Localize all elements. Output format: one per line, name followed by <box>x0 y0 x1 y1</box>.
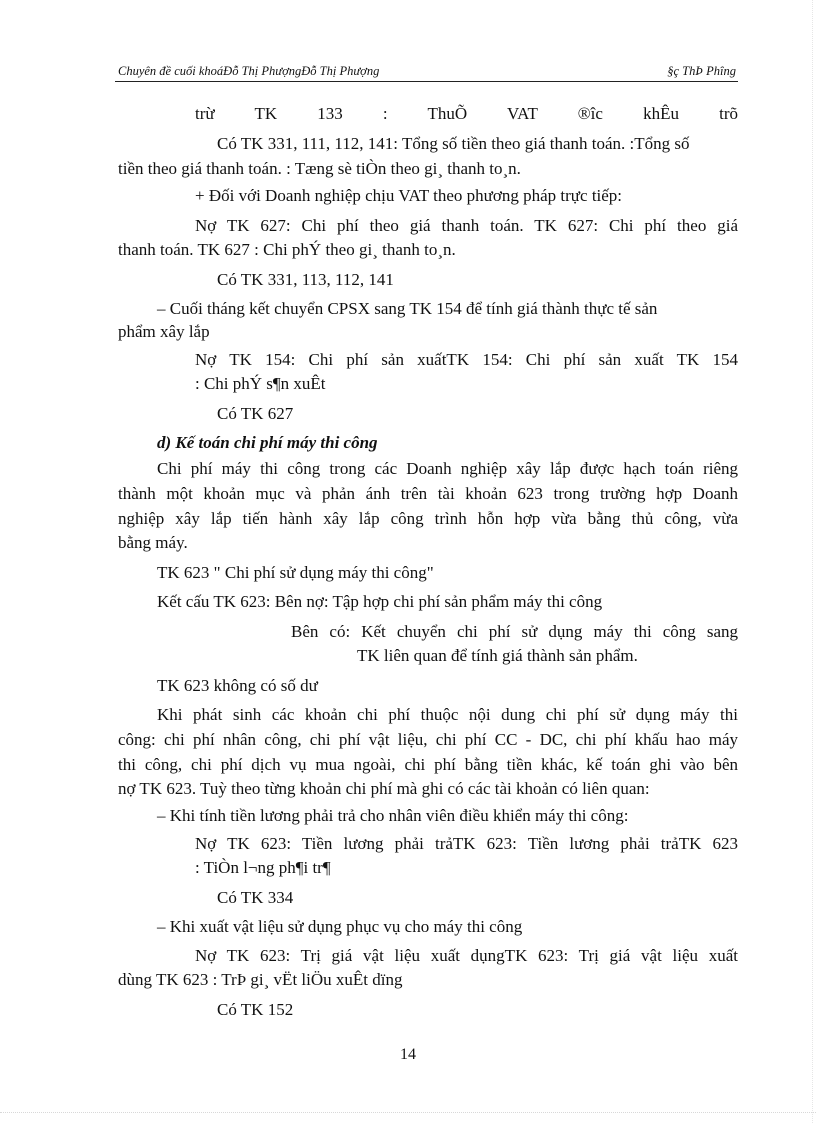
text-line: : Chi phÝ s¶n xuÊt <box>195 374 326 393</box>
text-line: TK 623 " Chi phí sử dụng máy thi công" <box>157 563 434 582</box>
text-line: Nợ TK 623: Tiền lương phải trảTK 623: Tiền lương phải trảTK 623 <box>195 834 738 853</box>
header-divider <box>115 81 738 82</box>
text-line: bằng máy. <box>118 533 188 552</box>
page-right-edge <box>812 0 813 1123</box>
text-line: tiền theo giá thanh toán. : Tæng sè tiÒn theo gi¸ thanh to¸n. <box>118 159 521 178</box>
text-line: TK 623 không có số dư <box>157 676 318 695</box>
text-line: + Đối với Doanh nghiệp chịu VAT theo phương pháp trực tiếp: <box>195 186 623 205</box>
text-line: Có TK 152 <box>217 1000 294 1019</box>
text-line: phẩm xây lắp <box>118 322 210 341</box>
text-line: công: chi phí nhân công, chi phí vật liệu, chi phí CC - DC, chi phí khấu hao máy <box>118 730 738 749</box>
text-line: – Khi tính tiền lương phải trả cho nhân viên điều khiển máy thi công: <box>157 806 629 825</box>
page-number: 14 <box>400 1046 416 1063</box>
text-line: Có TK 627 <box>217 404 294 423</box>
text-line: – Khi xuất vật liệu sử dụng phục vụ cho máy thi công <box>157 917 523 936</box>
text-line: nghiệp xây lắp tiến hành xây lắp công trình hỗn hợp vừa bằng thủ công, vừa <box>118 509 738 528</box>
text-line: – Cuối tháng kết chuyển CPSX sang TK 154 để tính giá thành thực tế sản <box>157 299 658 318</box>
section-heading: d) Kế toán chi phí máy thi công <box>157 433 378 452</box>
header-left-title: Chuyên đề cuối khoáĐỗ Thị PhượngĐỗ Thị Phượng <box>118 64 380 78</box>
text-line: Có TK 331, 111, 112, 141: Tổng số tiền theo giá thanh toán. :Tổng số <box>217 134 690 153</box>
text-line: thi công, chi phí dịch vụ mua ngoài, chi phí bằng tiền khác, kế toán ghi vào bên <box>118 755 738 774</box>
text-line: : TiÒn l¬ng ph¶i tr¶ <box>195 858 331 877</box>
text-line: nợ TK 623. Tuỳ theo từng khoản chi phí mà ghi có các tài khoản có liên quan: <box>118 779 650 798</box>
text-line: Có TK 331, 113, 112, 141 <box>217 270 394 289</box>
page-bottom-edge <box>0 1112 816 1113</box>
text-line: Kết cấu TK 623: Bên nợ: Tập hợp chi phí sản phẩm máy thi công <box>157 592 603 611</box>
text-line: Nợ TK 627: Chi phí theo giá thanh toán. TK 627: Chi phí theo giá <box>195 216 738 235</box>
text-line: TK liên quan để tính giá thành sản phẩm. <box>357 646 638 665</box>
text-line: Nợ TK 623: Trị giá vật liệu xuất dụngTK 623: Trị giá vật liệu xuất <box>195 946 738 965</box>
text-line: thanh toán. TK 627 : Chi phÝ theo gi¸ thanh to¸n. <box>118 240 456 259</box>
text-line: Chi phí máy thi công trong các Doanh nghiệp xây lắp được hạch toán riêng <box>157 459 738 478</box>
text-line: Nợ TK 154: Chi phí sản xuấtTK 154: Chi phí sản xuất TK 154 <box>195 350 738 369</box>
text-line: dùng TK 623 : TrÞ gi¸ vËt liÖu xuÊt dïng <box>118 970 403 989</box>
text-line: Bên có: Kết chuyển chi phí sử dụng máy thi công sang <box>291 622 738 641</box>
header-right-author: §ç ThÞ Phîng <box>667 64 736 78</box>
text-line: Khi phát sinh các khoản chi phí thuộc nội dung chi phí sử dụng máy thi <box>157 705 738 724</box>
text-line: trừ TK 133 : ThuÕ VAT ®îc khÊu trõ <box>195 104 738 123</box>
text-line: thành một khoản mục và phản ánh trên tài khoản 623 trong trường hợp Doanh <box>118 484 738 503</box>
text-line: Có TK 334 <box>217 888 294 907</box>
